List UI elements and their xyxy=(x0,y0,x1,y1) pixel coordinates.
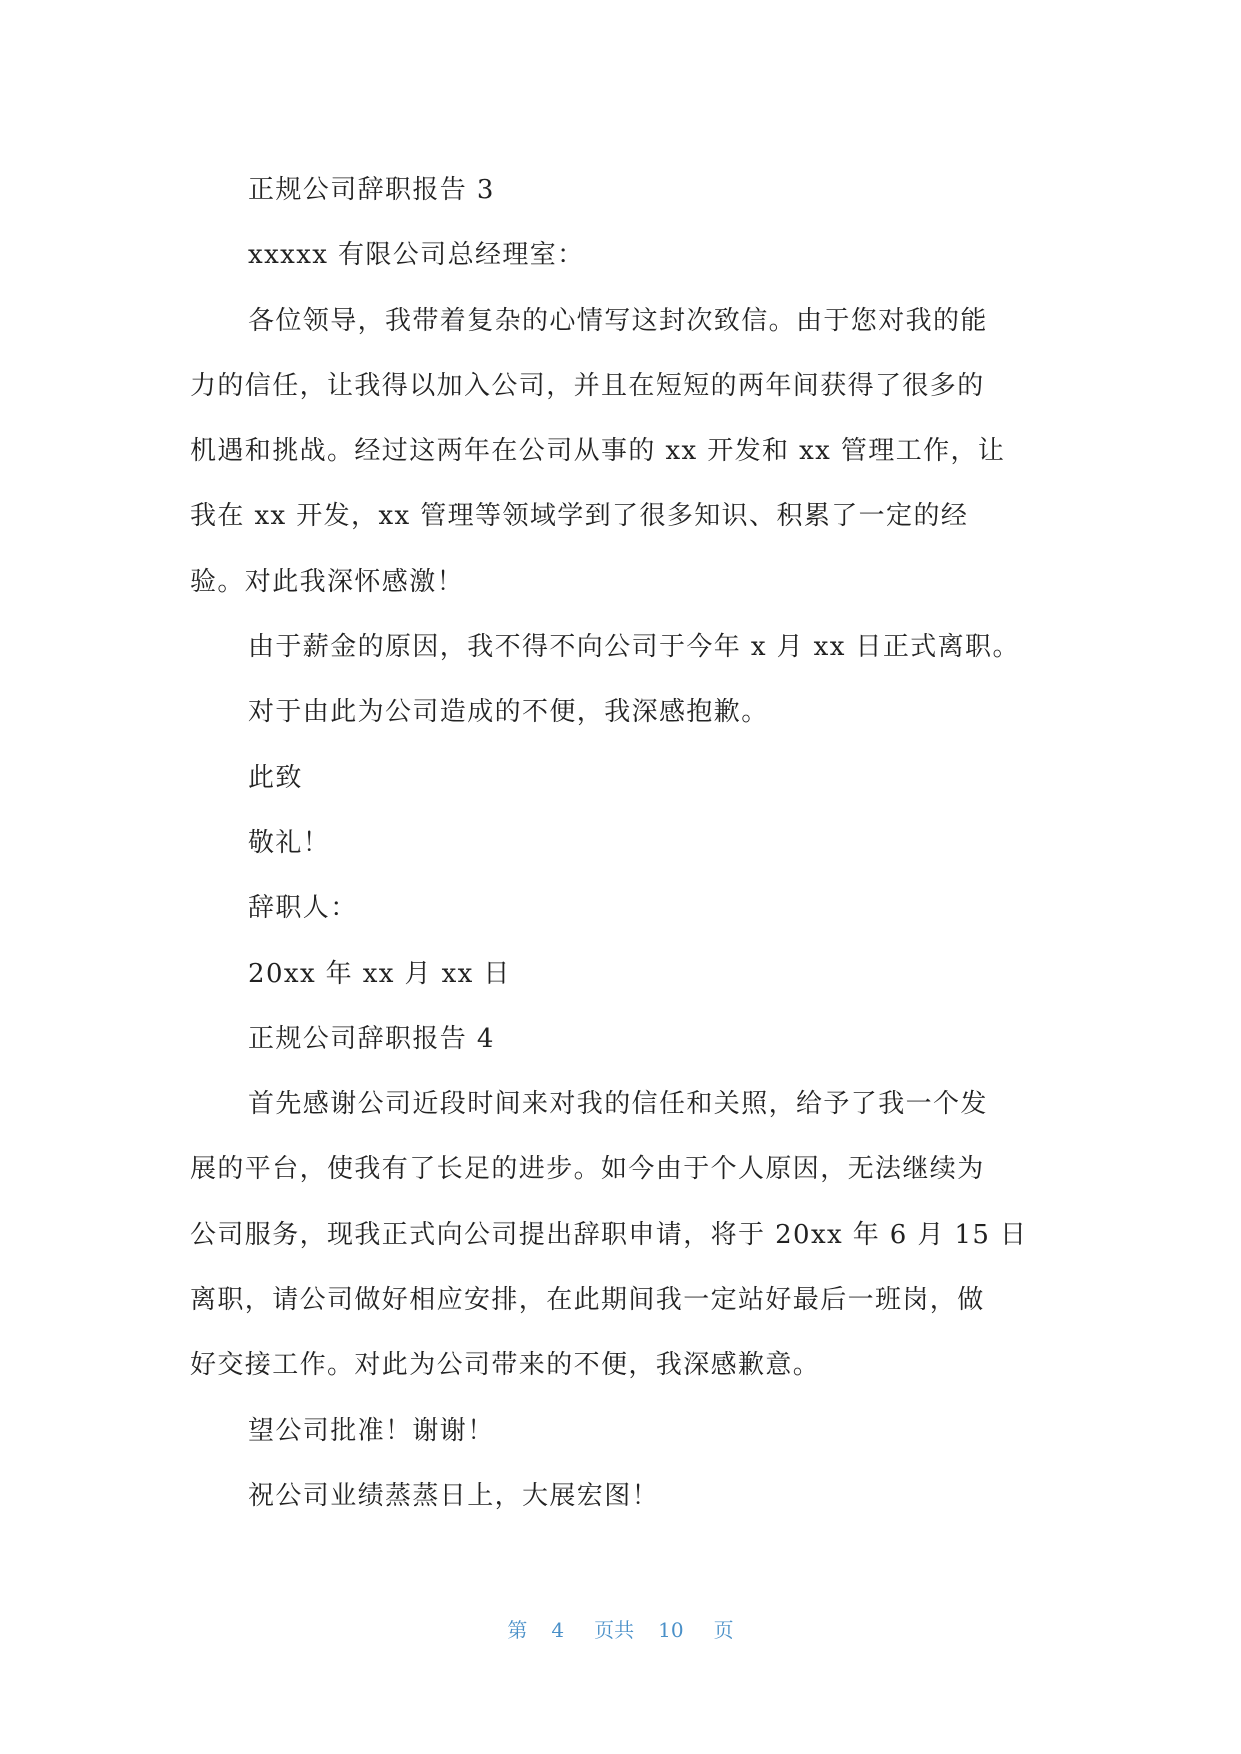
signature-line: 辞职人： xyxy=(248,893,358,924)
paragraph-line: 我在 xx 开发，xx 管理等领域学到了很多知识、积累了一定的经 xyxy=(190,501,969,532)
paragraph-line: 展的平台，使我有了长足的进步。如今由于个人原因，无法继续为 xyxy=(190,1154,985,1185)
footer-total-pages: 10 xyxy=(658,1618,684,1642)
recipient-line: xxxxx 有限公司总经理室： xyxy=(248,240,585,271)
footer-current-page: 4 xyxy=(551,1618,565,1642)
section-heading-3: 正规公司辞职报告 3 xyxy=(248,175,495,205)
closing-line: 望公司批准！谢谢！ xyxy=(248,1415,495,1446)
footer-suffix: 页 xyxy=(713,1618,734,1642)
section-heading-4: 正规公司辞职报告 4 xyxy=(248,1023,495,1054)
closing-line: 敬礼！ xyxy=(248,827,331,858)
footer-middle: 页共 xyxy=(594,1618,635,1642)
paragraph-line: 各位领导，我带着复杂的心情写这封次致信。由于您对我的能 xyxy=(248,305,988,336)
date-line: 20xx 年 xx 月 xx 日 xyxy=(248,958,511,989)
paragraph-line: 公司服务，现我正式向公司提出辞职申请，将于 20xx 年 6 月 15 日 xyxy=(190,1219,1028,1250)
closing-line: 祝公司业绩蒸蒸日上，大展宏图！ xyxy=(248,1480,660,1511)
paragraph-line: 力的信任，让我得以加入公司，并且在短短的两年间获得了很多的 xyxy=(190,370,985,401)
closing-line: 此致 xyxy=(248,762,303,793)
paragraph-line: 对于由此为公司造成的不便，我深感抱歉。 xyxy=(248,697,769,728)
paragraph-line: 首先感谢公司近段时间来对我的信任和关照，给予了我一个发 xyxy=(248,1089,988,1120)
paragraph-line: 机遇和挑战。经过这两年在公司从事的 xx 开发和 xx 管理工作，让 xyxy=(190,436,1006,467)
paragraph-line: 验。对此我深怀感激！ xyxy=(190,566,465,597)
document-body xyxy=(190,158,1040,1529)
paragraph-line: 好交接工作。对此为公司带来的不便，我深感歉意。 xyxy=(190,1350,821,1381)
paragraph-line: 由于薪金的原因，我不得不向公司于今年 x 月 xx 日正式离职。 xyxy=(248,632,1020,663)
paragraph-line: 离职，请公司做好相应安排，在此期间我一定站好最后一班岗，做 xyxy=(190,1285,985,1316)
footer-prefix: 第 xyxy=(507,1618,528,1642)
page-number-footer xyxy=(0,1614,1241,1643)
